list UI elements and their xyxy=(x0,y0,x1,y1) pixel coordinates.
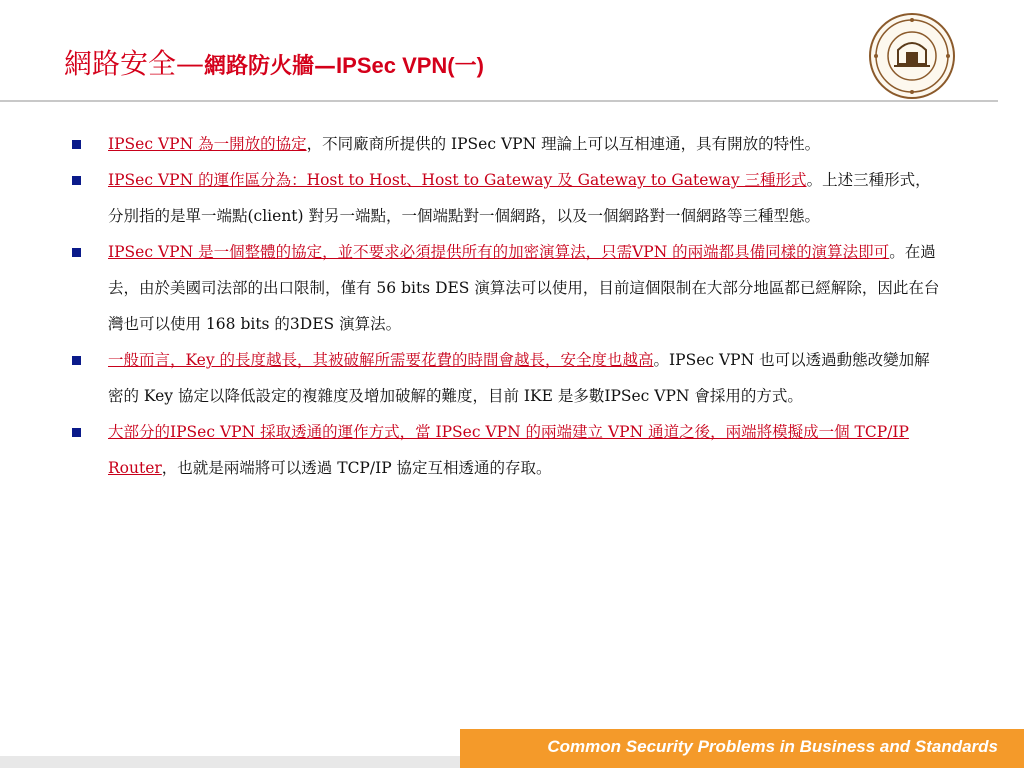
footer-orange-band xyxy=(460,729,1024,768)
title-part-2: 網路防火牆 xyxy=(204,53,315,79)
body-text: 。IPSec VPN 也可以透過動態改變加解密的 Key 協定以降低設定的複雜度及增加破解的難度，目前 IKE 是多數IPSec VPN 會採用的方式。 xyxy=(108,351,930,405)
title-part-3: IPSec VPN(一) xyxy=(336,53,484,78)
highlight-text: 大部分的IPSec VPN 採取透通的運作方式，當 IPSec VPN 的兩端建立 VPN 通道之後，兩端將模擬成一個 TCP/IP Router xyxy=(108,423,909,477)
highlight-text: IPSec VPN 是一個整體的協定，並不要求必須提供所有的加密演算法，只需VPN 的兩端都具備同樣的演算法即可 xyxy=(108,243,890,261)
title-divider xyxy=(0,100,998,102)
square-bullet-icon xyxy=(72,356,81,365)
list-item xyxy=(72,342,942,414)
highlight-text: IPSec VPN 為一開放的協定 xyxy=(108,135,307,153)
university-seal-icon xyxy=(868,12,956,100)
body-text: ，也就是兩端將可以透過 TCP/IP 協定互相透通的存取。 xyxy=(161,459,552,477)
square-bullet-icon xyxy=(72,428,81,437)
body-text: 。在過去，由於美國司法部的出口限制，僅有 56 bits DES 演算法可以使用，目前這個限制在大部分地區都已經解除，因此在台灣也可以使用 168 bits 的3DES 演算法。 xyxy=(108,243,940,333)
highlight-text: IPSec VPN 的運作區分為：Host to Host、Host to Gateway 及 Gateway to Gateway 三種形式 xyxy=(108,171,807,189)
highlight-text: 一般而言，Key 的長度越長，其被破解所需要花費的時間會越長，安全度也越高 xyxy=(108,351,654,369)
square-bullet-icon xyxy=(72,176,81,185)
body-text: ，不同廠商所提供的 IPSec VPN 理論上可以互相連通，具有開放的特性。 xyxy=(306,135,821,153)
square-bullet-icon xyxy=(72,140,81,149)
square-bullet-icon xyxy=(72,248,81,257)
title-dash-2: — xyxy=(314,53,337,79)
body-text: 。上述三種形式，分別指的是單一端點(client) 對另一端點，一個端點對一個網路，以及一個網路對一個網路等三種型態。 xyxy=(108,171,931,225)
title-dash-1: — xyxy=(176,47,205,80)
list-item xyxy=(72,162,942,234)
title-part-1: 網路安全 xyxy=(64,47,177,80)
list-item xyxy=(72,234,942,342)
footer-text: Common Security Problems in Business and Standards xyxy=(547,737,998,756)
slide-title xyxy=(64,42,484,82)
footer-grey-strip xyxy=(0,756,460,768)
footer-bar xyxy=(0,729,1024,768)
list-item xyxy=(72,126,942,162)
bullet-list xyxy=(72,126,942,486)
list-item xyxy=(72,414,942,486)
